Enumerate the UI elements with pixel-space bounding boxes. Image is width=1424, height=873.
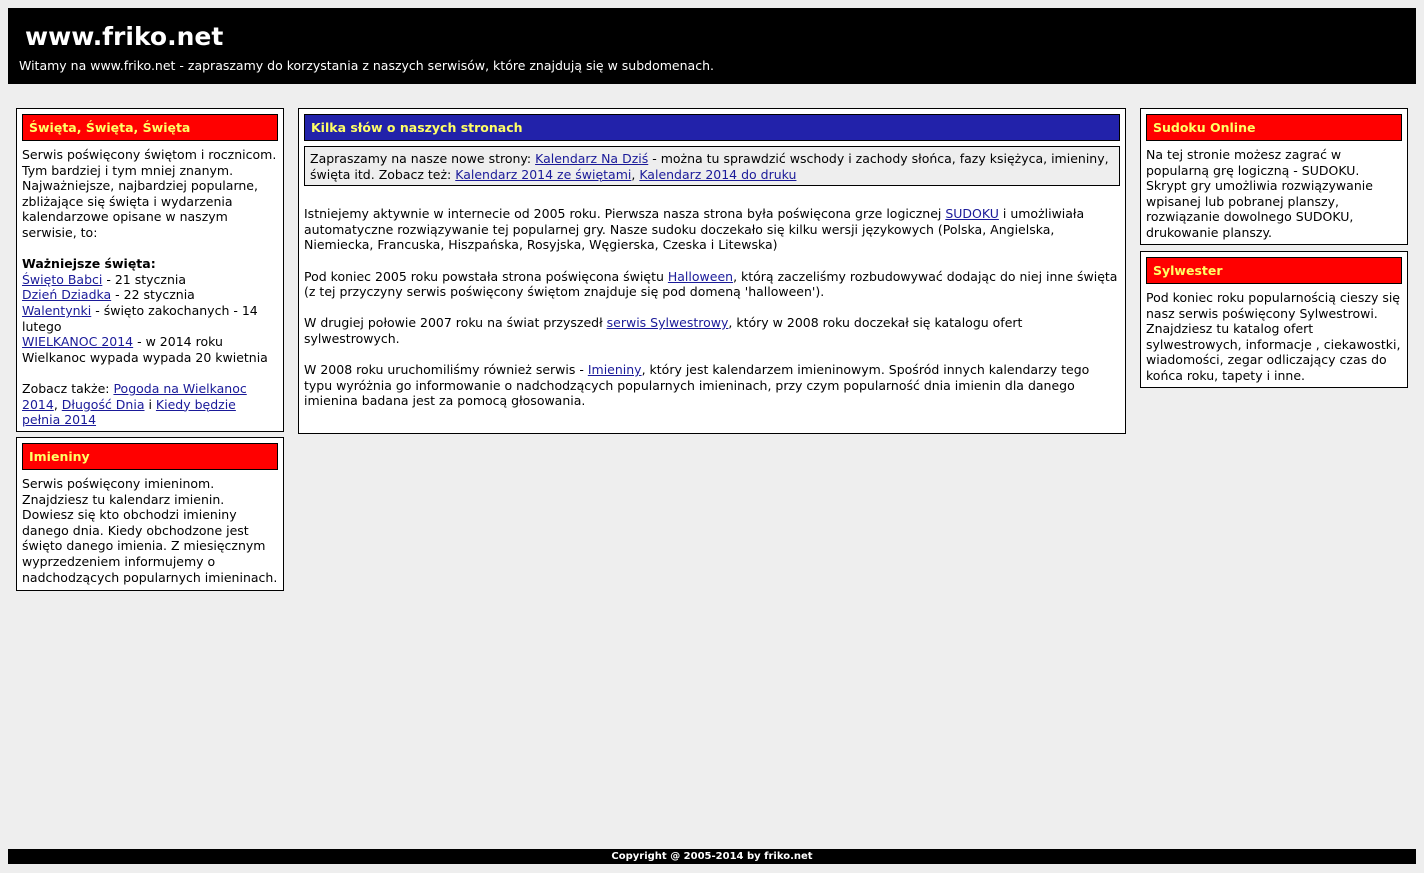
about-paragraph-2: Pod koniec 2005 roku powstała strona poświęcona świętu Halloween, którą zaczeliśmy rozbudowywać dodając do niej inne święta (z tej przyczyny serwis poświęcony świętom znajduje się pod domeną 'halloween'). xyxy=(304,268,1118,300)
sudoku-box xyxy=(1140,108,1408,245)
list-item: WIELKANOC 2014 - w 2014 roku Wielkanoc wypada wypada 20 kwietnia xyxy=(22,334,268,365)
site-title: www.friko.net xyxy=(25,22,224,51)
walentynki-link[interactable]: Walentynki xyxy=(22,302,92,318)
wielkanoc-link[interactable]: WIELKANOC 2014 xyxy=(22,334,134,350)
halloween-link[interactable]: Halloween xyxy=(667,268,734,284)
site-header xyxy=(8,8,1416,84)
imieniny-text: Serwis poświęcony imieninom. Znajdziesz tu kalendarz imienin. Dowiesz się kto obchodzi imieniny danego dnia. Kiedy obchodzone jest święto danego imienia. Z miesięcznym wyprzedzeniem informujemy o nadchodzących popularnych imieninach. xyxy=(22,476,278,585)
kalendarz-2014-druk-link[interactable]: Kalendarz 2014 do druku xyxy=(639,166,797,182)
sudoku-box-title: Sudoku Online xyxy=(1146,114,1402,141)
list-item: Dzień Dziadka - 22 stycznia xyxy=(22,287,195,303)
kalendarz-na-dzis-link[interactable]: Kalendarz Na Dziś xyxy=(535,151,649,166)
list-item: Walentynki - święto zakochanych - 14 lutego xyxy=(22,302,258,334)
main-box xyxy=(298,108,1126,434)
sudoku-link[interactable]: SUDOKU xyxy=(945,206,999,222)
sylwester-box xyxy=(1140,251,1408,388)
imieniny-box-title: Imieniny xyxy=(22,443,278,470)
pelnia-link[interactable]: Kiedy będzie pełnia 2014 xyxy=(22,396,236,428)
swieta-box xyxy=(16,108,284,432)
sudoku-text: Na tej stronie możesz zagrać w popularną grę logiczną - SUDOKU. Skrypt gry umożliwia rozwiązywanie wpisanej lub pobranej planszy, rozwiązanie dowolnego SUDOKU, drukowanie planszy. xyxy=(1146,147,1373,240)
important-holidays-heading: Ważniejsze święta: xyxy=(22,256,156,272)
see-also: Zobacz także: Pogoda na Wielkanoc 2014, Długość Dnia i Kiedy będzie pełnia 2014 xyxy=(22,380,247,428)
swieta-box-body xyxy=(22,141,278,428)
about-paragraph-4: W 2008 roku uruchomiliśmy również serwis - Imieniny, który jest kalendarzem imieninowym. Spośród innych kalendarzy tego typu wyróżnia go informowanie o nadchodzących popularnych imieninach, przy czym popularność dnia imienin dla danego imienina badana jest za pomocą głosowania. xyxy=(304,362,1090,409)
sylwester-text: Pod koniec roku popularnością cieszy się nasz serwis poświęcony Sylwestrowi. Znajdziesz tu katalog ofert sylwestrowych, informacje , ciekawostki, wiadomości, zegar odliczający czas do końca roku, tapety i inne. xyxy=(1146,290,1401,383)
main-box-title: Kilka słów o naszych stronach xyxy=(304,114,1120,141)
dlugosc-dnia-link[interactable]: Długość Dnia xyxy=(61,396,145,412)
sudoku-box-body xyxy=(1146,141,1402,241)
pogoda-wielkanoc-link[interactable]: Pogoda na Wielkanoc 2014 xyxy=(22,380,247,412)
swieta-intro: Serwis poświęcony świętom i rocznicom. Tym bardziej i tym mniej znanym. Najważniejsze, najbardziej popularne, zbliżające się święta i wydarzenia kalendarzowe opisane w naszym serwisie, to: xyxy=(22,147,277,240)
site-footer xyxy=(8,849,1416,864)
sylwester-link[interactable]: serwis Sylwestrowy xyxy=(606,315,729,331)
main-box-body xyxy=(304,186,1120,409)
swieto-babci-link[interactable]: Święto Babci xyxy=(22,271,103,287)
about-paragraph-3: W drugiej połowie 2007 roku na świat przyszedł serwis Sylwestrowy, który w 2008 roku doczekał się katalogu ofert sylwestrowych. xyxy=(304,315,1023,346)
imieniny-box-body xyxy=(22,470,278,585)
sylwester-box-body xyxy=(1146,284,1402,384)
imieniny-link[interactable]: Imieniny xyxy=(587,362,642,378)
about-paragraph-1: Istniejemy aktywnie w internecie od 2005 roku. Pierwsza nasza strona była poświęcona grze logicznej SUDOKU i umożliwiała automatyczne rozwiązywanie tej popularnej gry. Nasze sudoku doczekało się kilku wersji językowych (Polska, Angielska, Niemiecka, Francuska, Hiszpańska, Rosyjska, Węgierska, Czeska i Litewska) xyxy=(304,206,1085,253)
site-tagline: Witamy na www.friko.net - zapraszamy do korzystania z naszych serwisów, które znajdują się w subdomenach. xyxy=(19,58,714,73)
list-item: Święto Babci - 21 stycznia xyxy=(22,271,186,287)
copyright: Copyright @ 2005-2014 by friko.net xyxy=(611,851,813,862)
sylwester-box-title: Sylwester xyxy=(1146,257,1402,284)
swieta-box-title: Święta, Święta, Święta xyxy=(22,114,278,141)
imieniny-box xyxy=(16,437,284,591)
dzien-dziadka-link[interactable]: Dzień Dziadka xyxy=(22,287,112,303)
new-pages-notice: Zapraszamy na nasze nowe strony: Kalendarz Na Dziś - można tu sprawdzić wschody i zachody słońca, fazy księżyca, imieniny, święta itd. Zobacz też: Kalendarz 2014 ze świętami, Kalendarz 2014 do druku xyxy=(304,146,1120,186)
kalendarz-2014-swieta-link[interactable]: Kalendarz 2014 ze świętami xyxy=(455,166,632,182)
